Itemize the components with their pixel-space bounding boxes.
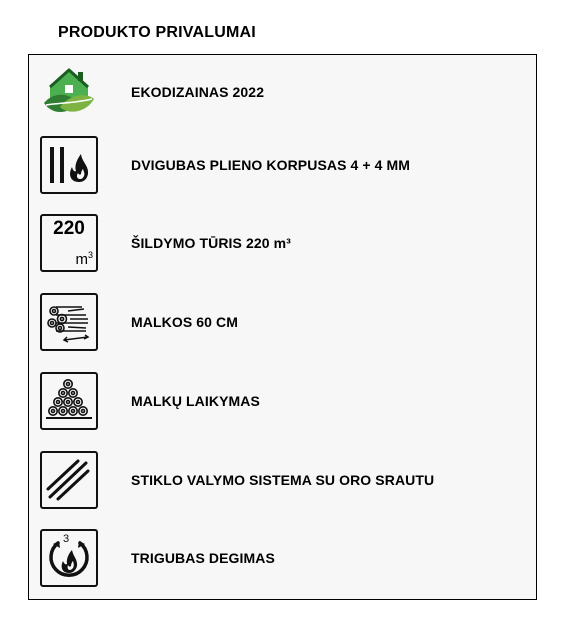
feature-row-triple-combustion: [29, 528, 536, 588]
feature-label-glass-cleaning: STIKLO VALYMO SISTEMA SU ORO SRAUTU: [131, 472, 435, 488]
heating-volume-unit: $m^3$: [75, 250, 93, 268]
feature-row-steel-body: [29, 135, 536, 195]
feature-label-steel-body: DVIGUBAS PLIENO KORPUSAS 4 + 4 MM: [131, 157, 411, 173]
feature-row-glass-cleaning: [29, 450, 536, 510]
feature-label-heating-volume: ŠILDYMO TŪRIS 220 m³: [131, 235, 291, 251]
firewood-storage-icon: [40, 372, 98, 430]
firewood-length-icon: [40, 293, 98, 351]
features-panel: [28, 54, 537, 600]
feature-row-heating-volume: [29, 213, 536, 273]
feature-label-firewood-length: MALKOS 60 CM: [131, 314, 238, 330]
feature-row-firewood-storage: [29, 371, 536, 431]
glass-cleaning-icon: [40, 451, 98, 509]
steel-body-flame-icon: [40, 136, 98, 194]
feature-label-ecodesign: EKODIZAINAS 2022: [131, 84, 265, 100]
feature-row-firewood-length: [29, 292, 536, 352]
section-title: PRODUKTO PRIVALUMAI: [58, 24, 256, 41]
feature-label-triple-combustion: TRIGUBAS DEGIMAS: [131, 550, 275, 566]
heating-volume-value: 220: [53, 218, 85, 239]
eco-house-leaf-icon: [40, 63, 98, 121]
triple-combustion-icon: [40, 529, 98, 587]
feature-row-ecodesign: [29, 62, 536, 122]
heating-volume-icon: [40, 214, 98, 272]
feature-label-firewood-storage: MALKŲ LAIKYMAS: [131, 393, 260, 409]
triple-combustion-number: 3: [63, 533, 70, 545]
